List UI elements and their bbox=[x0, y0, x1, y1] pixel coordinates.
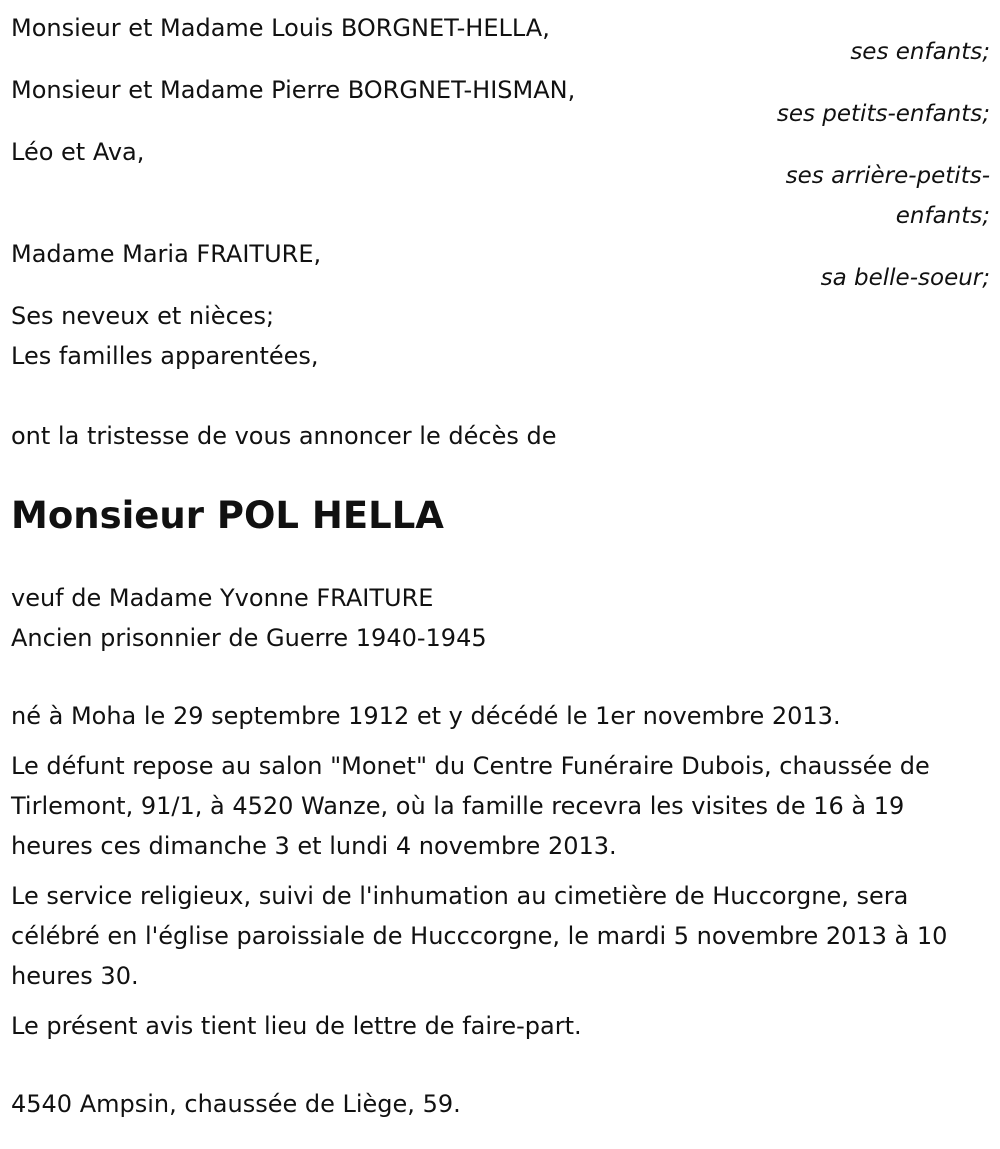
family-name: Monsieur et Madame Pierre BORGNET-HISMAN, bbox=[11, 76, 576, 104]
prisoner-line: Ancien prisonnier de Guerre 1940-1945 bbox=[11, 624, 487, 652]
family-name: Madame Maria FRAITURE, bbox=[11, 240, 322, 268]
wake-paragraph: Le défunt repose au salon "Monet" du Centre Funéraire Dubois, chaussée de Tirlemont, 91/1, à 4520 Wanze, où la famille recevra les visites de 16 à 19 heures ces dimanche 3 et lundi 4 novembre 2013. bbox=[11, 752, 930, 860]
family-name: Léo et Ava, bbox=[11, 138, 145, 166]
family-relation-line2: enfants; bbox=[895, 203, 990, 229]
family-relation-line1: ses arrière-petits- bbox=[785, 163, 990, 189]
family-name: Monsieur et Madame Louis BORGNET-HELLA, bbox=[11, 14, 550, 42]
address-line: 4540 Ampsin, chaussée de Liège, 59. bbox=[11, 1090, 461, 1118]
deceased-details bbox=[11, 578, 990, 658]
family-entry-grandchildren bbox=[11, 70, 990, 134]
family-relation: ses enfants; bbox=[850, 39, 990, 65]
service-paragraph: Le service religieux, suivi de l'inhumation au cimetière de Huccorgne, sera célébré en l'église paroissiale de Hucccorgne, le mardi 5 novembre 2013 à 10 heures 30. bbox=[11, 882, 948, 990]
widower-line: veuf de Madame Yvonne FRAITURE bbox=[11, 584, 434, 612]
family-entry-great-grandchildren bbox=[11, 132, 990, 236]
notice-paragraph: Le présent avis tient lieu de lettre de faire-part. bbox=[11, 1012, 582, 1040]
deceased-name: Monsieur POL HELLA bbox=[11, 494, 444, 537]
nephews-line: Ses neveux et nièces; bbox=[11, 302, 275, 330]
family-relation: ses petits-enfants; bbox=[776, 101, 990, 127]
birth-death-line: né à Moha le 29 septembre 1912 et y décédé le 1er novembre 2013. bbox=[11, 702, 841, 730]
families-line: Les familles apparentées, bbox=[11, 342, 319, 370]
announcement-line: ont la tristesse de vous annoncer le décès de bbox=[11, 422, 557, 450]
other-relatives bbox=[11, 296, 990, 376]
family-entry-sister-in-law bbox=[11, 234, 990, 298]
family-relation: sa belle-soeur; bbox=[820, 265, 990, 291]
family-entry-children bbox=[11, 8, 990, 72]
